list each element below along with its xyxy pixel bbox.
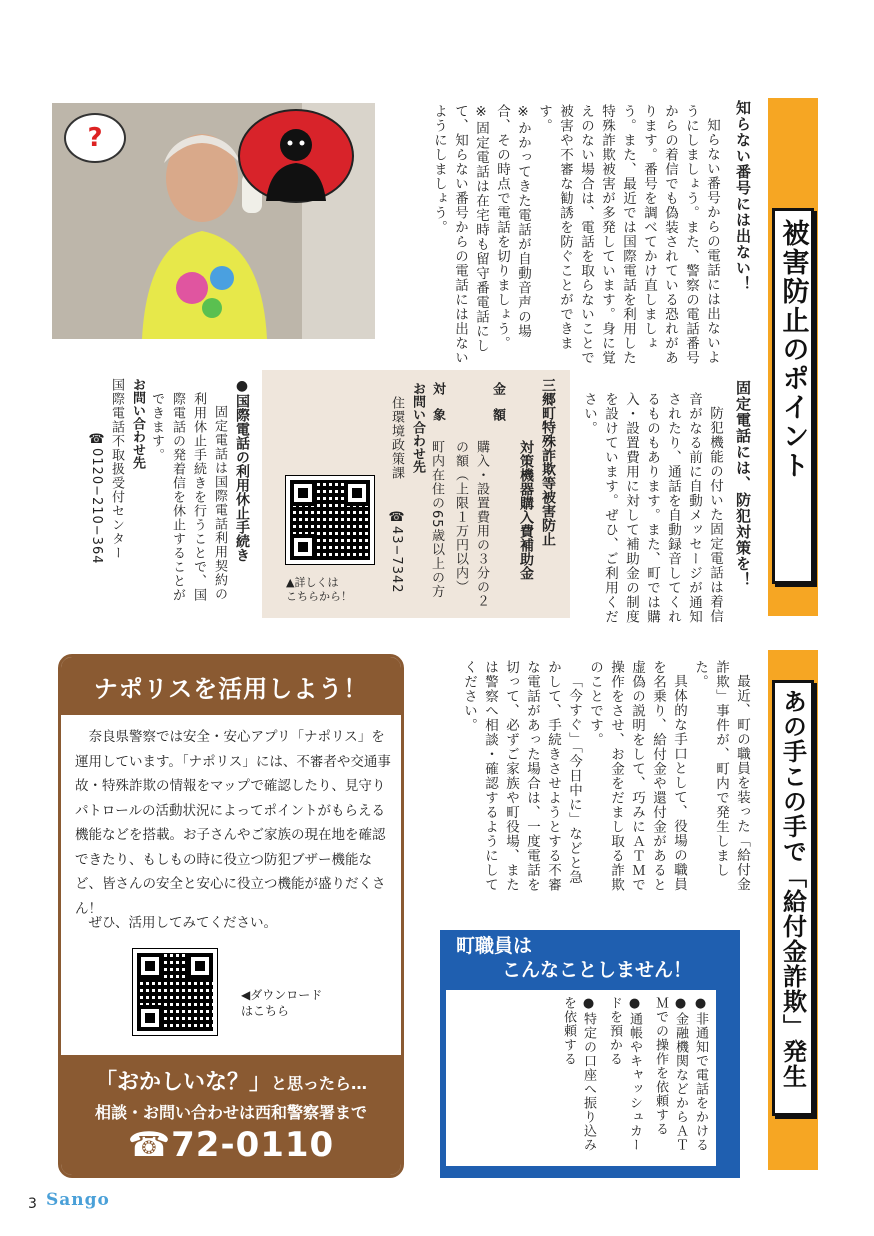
subsidy-box xyxy=(262,370,570,618)
question-bubble: ? xyxy=(64,113,126,163)
napolis-qr-code[interactable] xyxy=(133,949,217,1035)
banner-prevention-inner xyxy=(772,208,814,584)
subsidy-amount-text: 購入・設置費用の３分の２の額（上限１万円以内） xyxy=(453,440,489,608)
scammer-bubble xyxy=(238,109,354,203)
note-auto-voice: ※かかってきた電話が自動音声の場合、その時点で電話を切りましょう。 xyxy=(494,104,531,351)
napolis-box xyxy=(58,654,404,1178)
staff-title-line2: こんなことしません！ xyxy=(502,959,693,981)
elderly-phone-photo xyxy=(52,103,375,339)
scammer-icon xyxy=(240,111,352,201)
staff-item: ●非通知で電話をかける xyxy=(693,996,708,1152)
napolis-footer-line2: 相談・お問い合わせは西和警察署まで xyxy=(94,1103,367,1122)
subsidy-contact-label: お問い合わせ先 xyxy=(410,382,425,473)
napolis-footer-quote: 「おかしいな？」 xyxy=(94,1070,271,1095)
napolis-footer-phone[interactable]: ☎72-0110 xyxy=(127,1125,335,1165)
subsidy-qr-caption: ▲詳しくは こちらから！ xyxy=(286,576,352,603)
banner-fraud-inner xyxy=(772,680,814,1116)
banner-prevention-title: 被害防止のポイント xyxy=(777,219,809,480)
unknown-number-text: 知らない番号からの電話には出ないようにしましょう。また、警察の電話番号からの着信でも偽装されている恐れがあります。番号を調べてかけ直しましょう。また、最近では国際電話を利用した特殊詐欺被害が多発しています。身に覚えのない場合は、電話を取らないことで被害や不審な勧誘を防ぐことができます。 xyxy=(536,104,720,365)
napolis-footer-line1 xyxy=(61,1065,401,1096)
napolis-footer-thought: と思ったら… xyxy=(271,1074,368,1093)
staff-box xyxy=(440,930,740,1178)
banner-prevention xyxy=(768,98,818,616)
banner-fraud xyxy=(768,650,818,1170)
napolis-header xyxy=(61,657,401,715)
sango-logo: Sango xyxy=(46,1190,110,1210)
subsidy-title-1: 三郷町特殊詐欺等被害防止 xyxy=(540,378,556,546)
subsidy-contact-dept: 住環境政策課 xyxy=(389,396,404,480)
fraud-paragraphs xyxy=(462,660,752,896)
staff-items xyxy=(454,996,710,1162)
banner-fraud-title: あの手この手で「給付金詐欺」発生 xyxy=(778,689,807,1089)
staff-item: ●特定の口座へ振り込みを依頼する xyxy=(561,996,596,1152)
fraud-paragraph-3: 「今すぐ」「今日中に」などと急かして、手続きさせようとする不審な電話があった場合は、一度電話を切って、必ずご家族や町役場、または警察へ相談・確認するようにしてください。 xyxy=(461,660,582,892)
subsidy-contact-phone: ☎43−7342 xyxy=(389,510,404,594)
fraud-paragraph-2: 具体的な手口として、役場の職員を名乗り、給付金や還付金があると虚偽の説明をして、巧みにＡＴＭで操作をさせ、お金をだまし取る詐欺のことです。 xyxy=(587,660,687,892)
subsidy-target-label: 対 象 xyxy=(430,382,445,421)
fixed-phone-paragraph: 防犯機能の付いた固定電話は着信音がなる前に自動メッセージが通知されたり、通話を自動録音してくれるものもあります。また、町では購入・設置費用に対して補助金の制度を設けています。ぜひ、ご利用ください。 xyxy=(581,392,723,624)
note-answering: ※固定電話は在宅時も留守番電話にして、知らない番号からの電話には出ないようにしましょう。 xyxy=(431,104,489,365)
unknown-number-heading: 知らない番号には出ない！ xyxy=(734,100,752,292)
intl-body: 固定電話は国際電話利用契約の利用休止手続きを行うことで、国際電話の発着信を休止することができます。 xyxy=(149,392,227,602)
intl-contact-label: お問い合わせ先 xyxy=(130,378,145,469)
staff-box-body xyxy=(446,990,716,1166)
intl-contact-name: 国際電話不取扱受付センター xyxy=(109,378,124,560)
napolis-qr-caption: ◀ダウンロード はこちら xyxy=(241,988,323,1018)
page-number: 3 xyxy=(28,1196,37,1212)
fixed-phone-heading: 固定電話には、防犯対策を！ xyxy=(734,380,752,588)
unknown-number-paragraph xyxy=(392,104,722,366)
napolis-title: ナポリスを活用しよう！ xyxy=(93,674,369,703)
staff-item: ●金融機関などからＡＴＭでの操作を依頼する xyxy=(653,996,688,1152)
staff-item: ●通帳やキャッシュカードを預かる xyxy=(607,996,642,1152)
napolis-closing: ぜひ、活用してみてください。 xyxy=(75,915,277,931)
subsidy-qr-code[interactable] xyxy=(286,476,374,564)
napolis-body: 奈良県警察では安全・安心アプリ「ナポリス」を運用しています。「ナポリス」には、不審者や交通事故・特殊詐欺の情報をマップで確認したり、見守りパトロールの活動状況によってポイントがもらえる機能などを搭載。お子さんやご家族の現在地を確認できたり、もしもの時に役立つ防犯ブザー機能など、皆さんの安全と安心に役立つ機能が盛りだくさん！ xyxy=(75,729,391,917)
subsidy-amount-label: 金 額 xyxy=(490,382,505,421)
staff-title-line1: 町職員は xyxy=(456,935,533,957)
intl-contact-phone: ☎0120−210−364 xyxy=(89,432,104,565)
fraud-paragraph-1: 最近、町の職員を装った「給付金詐欺」事件が、町内で発生しました。 xyxy=(692,660,750,891)
subsidy-target-text: 町内在住の65歳以上の方 xyxy=(429,440,444,599)
intl-heading: ●国際電話の利用休止手続き xyxy=(234,378,250,562)
staff-box-title xyxy=(456,934,736,982)
napolis-footer xyxy=(61,1055,401,1175)
subsidy-title-2: 対策機器購入費補助金 xyxy=(518,440,534,580)
